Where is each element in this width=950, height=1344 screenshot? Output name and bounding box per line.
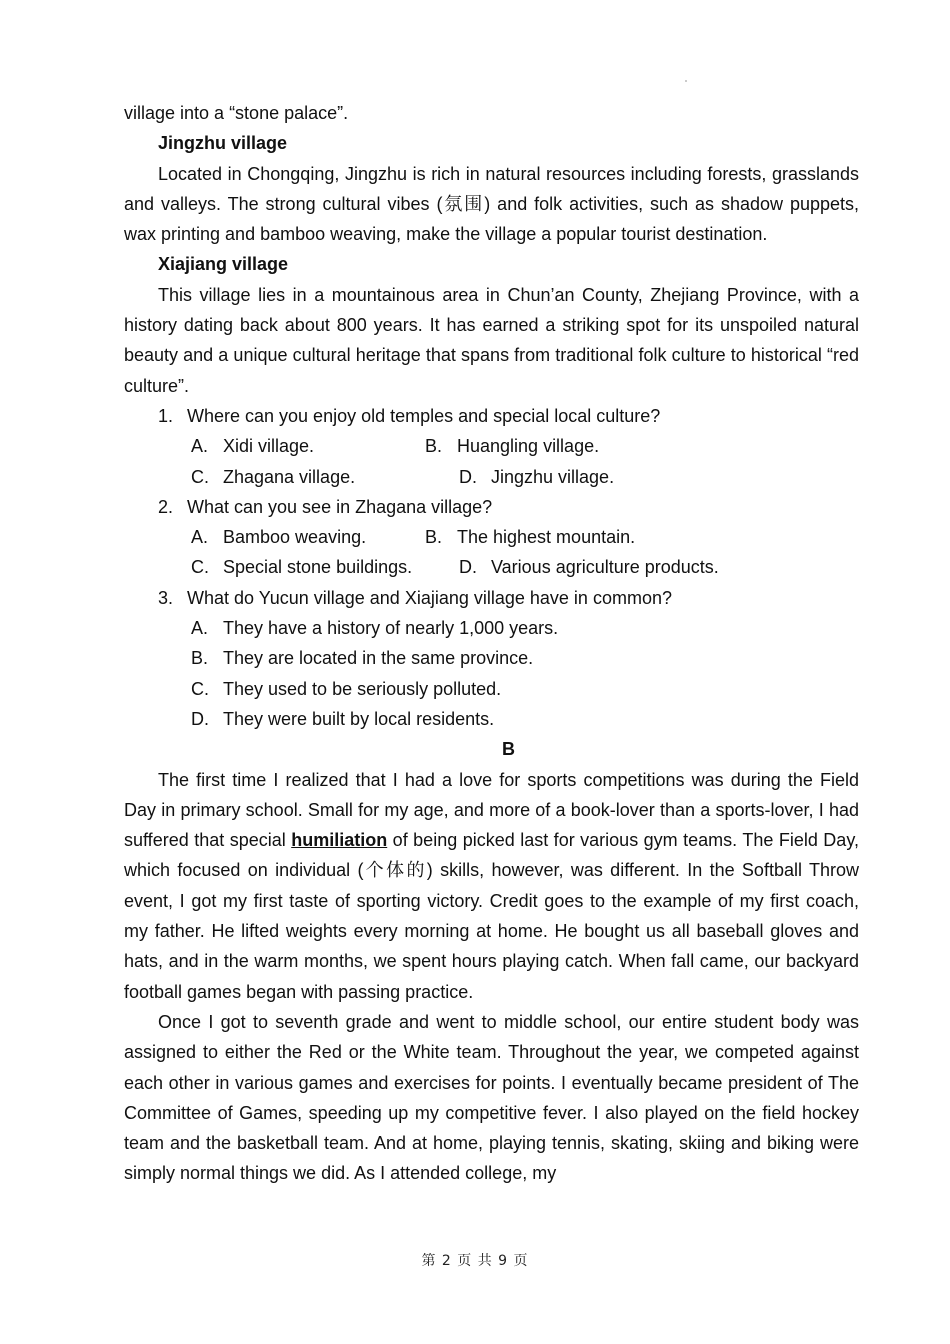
option-letter: C. — [191, 557, 209, 578]
option-b — [425, 431, 599, 461]
option-letter: C. — [191, 678, 209, 699]
underlined-word: humiliation — [291, 830, 388, 851]
option-text: Huangling village. — [457, 436, 600, 457]
question-text: Where can you enjoy old temples and special local culture? — [187, 405, 661, 426]
option-d — [124, 704, 859, 734]
option-letter: A. — [191, 527, 209, 548]
option-b — [425, 522, 635, 552]
option-c — [191, 552, 459, 582]
options-row — [124, 462, 859, 492]
options-row — [124, 431, 859, 461]
paragraph-stone-palace: village into a “stone palace”. — [124, 103, 349, 123]
option-letter: B. — [191, 648, 209, 669]
option-text: Xidi village. — [223, 436, 315, 457]
option-text: They have a history of nearly 1,000 years. — [223, 618, 559, 639]
document-page — [124, 98, 859, 1189]
question-1 — [124, 401, 859, 431]
question-number: 2. — [158, 496, 174, 517]
option-letter: A. — [191, 618, 209, 639]
option-text: Jingzhu village. — [491, 466, 615, 487]
heading-jingzhu: Jingzhu village — [158, 133, 288, 154]
question-number: 1. — [158, 405, 174, 426]
option-text: The highest mountain. — [457, 527, 636, 548]
option-letter: C. — [191, 466, 209, 487]
option-text: Bamboo weaving. — [223, 527, 367, 548]
page-footer: 第 2 页 共 9 页 — [421, 1253, 529, 1269]
option-text: They were built by local residents. — [223, 708, 495, 729]
option-a — [191, 522, 425, 552]
option-text: Various agriculture products. — [491, 557, 719, 578]
option-letter: A. — [191, 436, 209, 457]
scan-dot — [685, 80, 687, 82]
paragraph-xiajiang: This village lies in a mountainous area in Chun’an County, Zhejiang Province, with a history dating back about 800 years. It has earned a striking spot for its unspoiled natural beauty and a unique cultural heritage that spans from traditional folk culture to historical “red culture”. — [124, 284, 859, 396]
paragraph-b-1-start: The first time I realized that I had a love for sports competitions was during the Field Day in primary school. Small for my age, and more of a book-lover than a sports-lover, I had suffered that special — [124, 769, 859, 851]
option-text: Special stone buildings. — [223, 557, 413, 578]
option-a — [124, 613, 859, 643]
option-letter: B. — [425, 436, 443, 457]
option-text: They used to be seriously polluted. — [223, 678, 502, 699]
options-row — [124, 522, 859, 552]
paragraph-jingzhu: Located in Chongqing, Jingzhu is rich in natural resources including forests, grasslands and valleys. The strong cultural vibes (氛围) and folk activities, such as shadow puppets, wax printing and bamboo weaving, make the village a popular tourist destination. — [124, 163, 859, 245]
option-d — [459, 462, 614, 492]
option-c — [124, 674, 859, 704]
paragraph-b-1-end: of being picked last for various gym teams. The Field Day, which focused on individual (个体的) skills, however, was different. In the Softball Throw event, I got my first taste of sporting victory. Credit goes to the example of my first coach, my father. He lifted weights every morning at home. He bought us all baseball gloves and hats, and in the warm months, we spent hours playing catch. When fall came, our backyard football games began with passing practice. — [124, 830, 859, 1002]
question-text: What do Yucun village and Xiajiang village have in common? — [187, 587, 672, 608]
question-text: What can you see in Zhagana village? — [187, 496, 493, 517]
options-row — [124, 552, 859, 582]
option-letter: D. — [191, 708, 209, 729]
paragraph-b-1 — [124, 765, 859, 1007]
option-letter: D. — [459, 466, 477, 487]
option-text: Zhagana village. — [223, 466, 356, 487]
paragraph-b-2: Once I got to seventh grade and went to middle school, our entire student body was assigned to either the Red or the White team. Throughout the year, we competed against each other in various games and exercises for points. I eventually became president of The Committee of Games, speeding up my competitive fever. I also played on the field hockey team and the basketball team. And at home, playing tennis, skating, skiing and biking were simply normal things we did. As I attended college, my — [124, 1011, 859, 1184]
option-a — [191, 431, 425, 461]
option-letter: B. — [425, 527, 443, 548]
question-2 — [124, 492, 859, 522]
option-text: They are located in the same province. — [223, 648, 534, 669]
section-b-heading: B — [502, 739, 515, 760]
question-number: 3. — [158, 587, 174, 608]
heading-xiajiang: Xiajiang village — [158, 254, 289, 275]
option-letter: D. — [459, 557, 477, 578]
question-3 — [124, 583, 859, 613]
option-c — [191, 462, 459, 492]
option-d — [459, 552, 719, 582]
option-b — [124, 643, 859, 673]
